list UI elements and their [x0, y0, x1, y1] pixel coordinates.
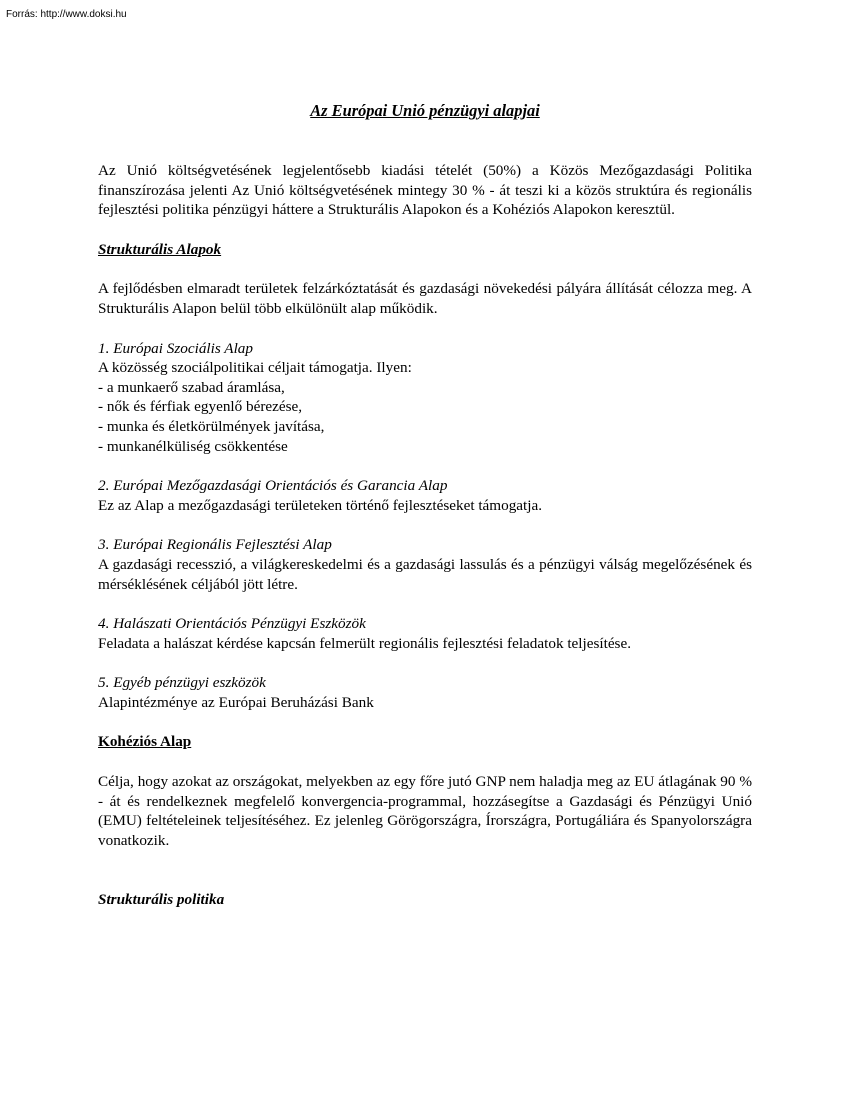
fund-5-text: Alapintézménye az Európai Beruházási Bank [98, 693, 374, 711]
fund-1-text: A közösség szociálpolitikai céljait támogatja. Ilyen: [98, 359, 412, 377]
document-title: Az Európai Unió pénzügyi alapjai [310, 101, 540, 120]
fund-3-text: A gazdasági recesszió, a világkereskedelmi és a gazdasági lassulás és a pénzügyi válság megelőzésének és mérséklésének céljából jött létre. [98, 555, 752, 593]
structural-funds-paragraph: A fejlődésben elmaradt területek felzárkóztatását és gazdasági növekedési pályára állítását célozza meg. A Strukturális Alapon belül több elkülönült alap működik. [98, 280, 752, 317]
fund-5-heading: 5. Egyéb pénzügyi eszközök [98, 674, 266, 692]
list-item: - munka és életkörülmények javítása, [98, 417, 325, 435]
fund-1-list [98, 378, 752, 456]
source-note: Forrás: http://www.doksi.hu [6, 9, 127, 20]
fund-4-text: Feladata a halászat kérdése kapcsán felmerült regionális fejlesztési feladatok teljesítése. [98, 634, 632, 652]
fund-1-heading: 1. Európai Szociális Alap [98, 339, 253, 357]
cohesion-fund-heading: Kohéziós Alap [98, 733, 192, 751]
structural-policy-heading: Strukturális politika [98, 891, 225, 909]
document-page [98, 100, 752, 910]
fund-3-heading: 3. Európai Regionális Fejlesztési Alap [98, 536, 332, 554]
cohesion-fund-paragraph: Célja, hogy azokat az országokat, melyekben az egy főre jutó GNP nem haladja meg az EU átlagának 90 % - át és rendelkeznek megfelelő konvergencia-programmal, hozzásegítse a Gazdasági és Pénzügyi Unió (EMU) feltételeinek teljesítéséhez. Ez jelenleg Görögországra, Írországra, Portugáliára és Spanyolországra vonatkozik. [98, 773, 752, 849]
fund-2-text: Ez az Alap a mezőgazdasági területeken történő fejlesztéseket támogatja. [98, 496, 543, 514]
intro-paragraph: Az Unió költségvetésének legjelentősebb kiadási tételét (50%) a Közös Mezőgazdasági Politika finanszírozása jelenti Az Unió költségvetésének mintegy 30 % - át teszi ki a közös struktúra és regionális fejlesztési politika pénzügyi háttere a Strukturális Alapokon és a Kohéziós Alapokon keresztül. [98, 162, 752, 219]
fund-2-heading: 2. Európai Mezőgazdasági Orientációs és Garancia Alap [98, 477, 448, 495]
list-item: - nők és férfiak egyenlő bérezése, [98, 398, 303, 416]
fund-4-heading: 4. Halászati Orientációs Pénzügyi Eszközök [98, 615, 366, 633]
list-item: - munkanélküliség csökkentése [98, 437, 288, 455]
structural-funds-heading: Strukturális Alapok [98, 240, 222, 258]
list-item: - a munkaerő szabad áramlása, [98, 378, 285, 396]
